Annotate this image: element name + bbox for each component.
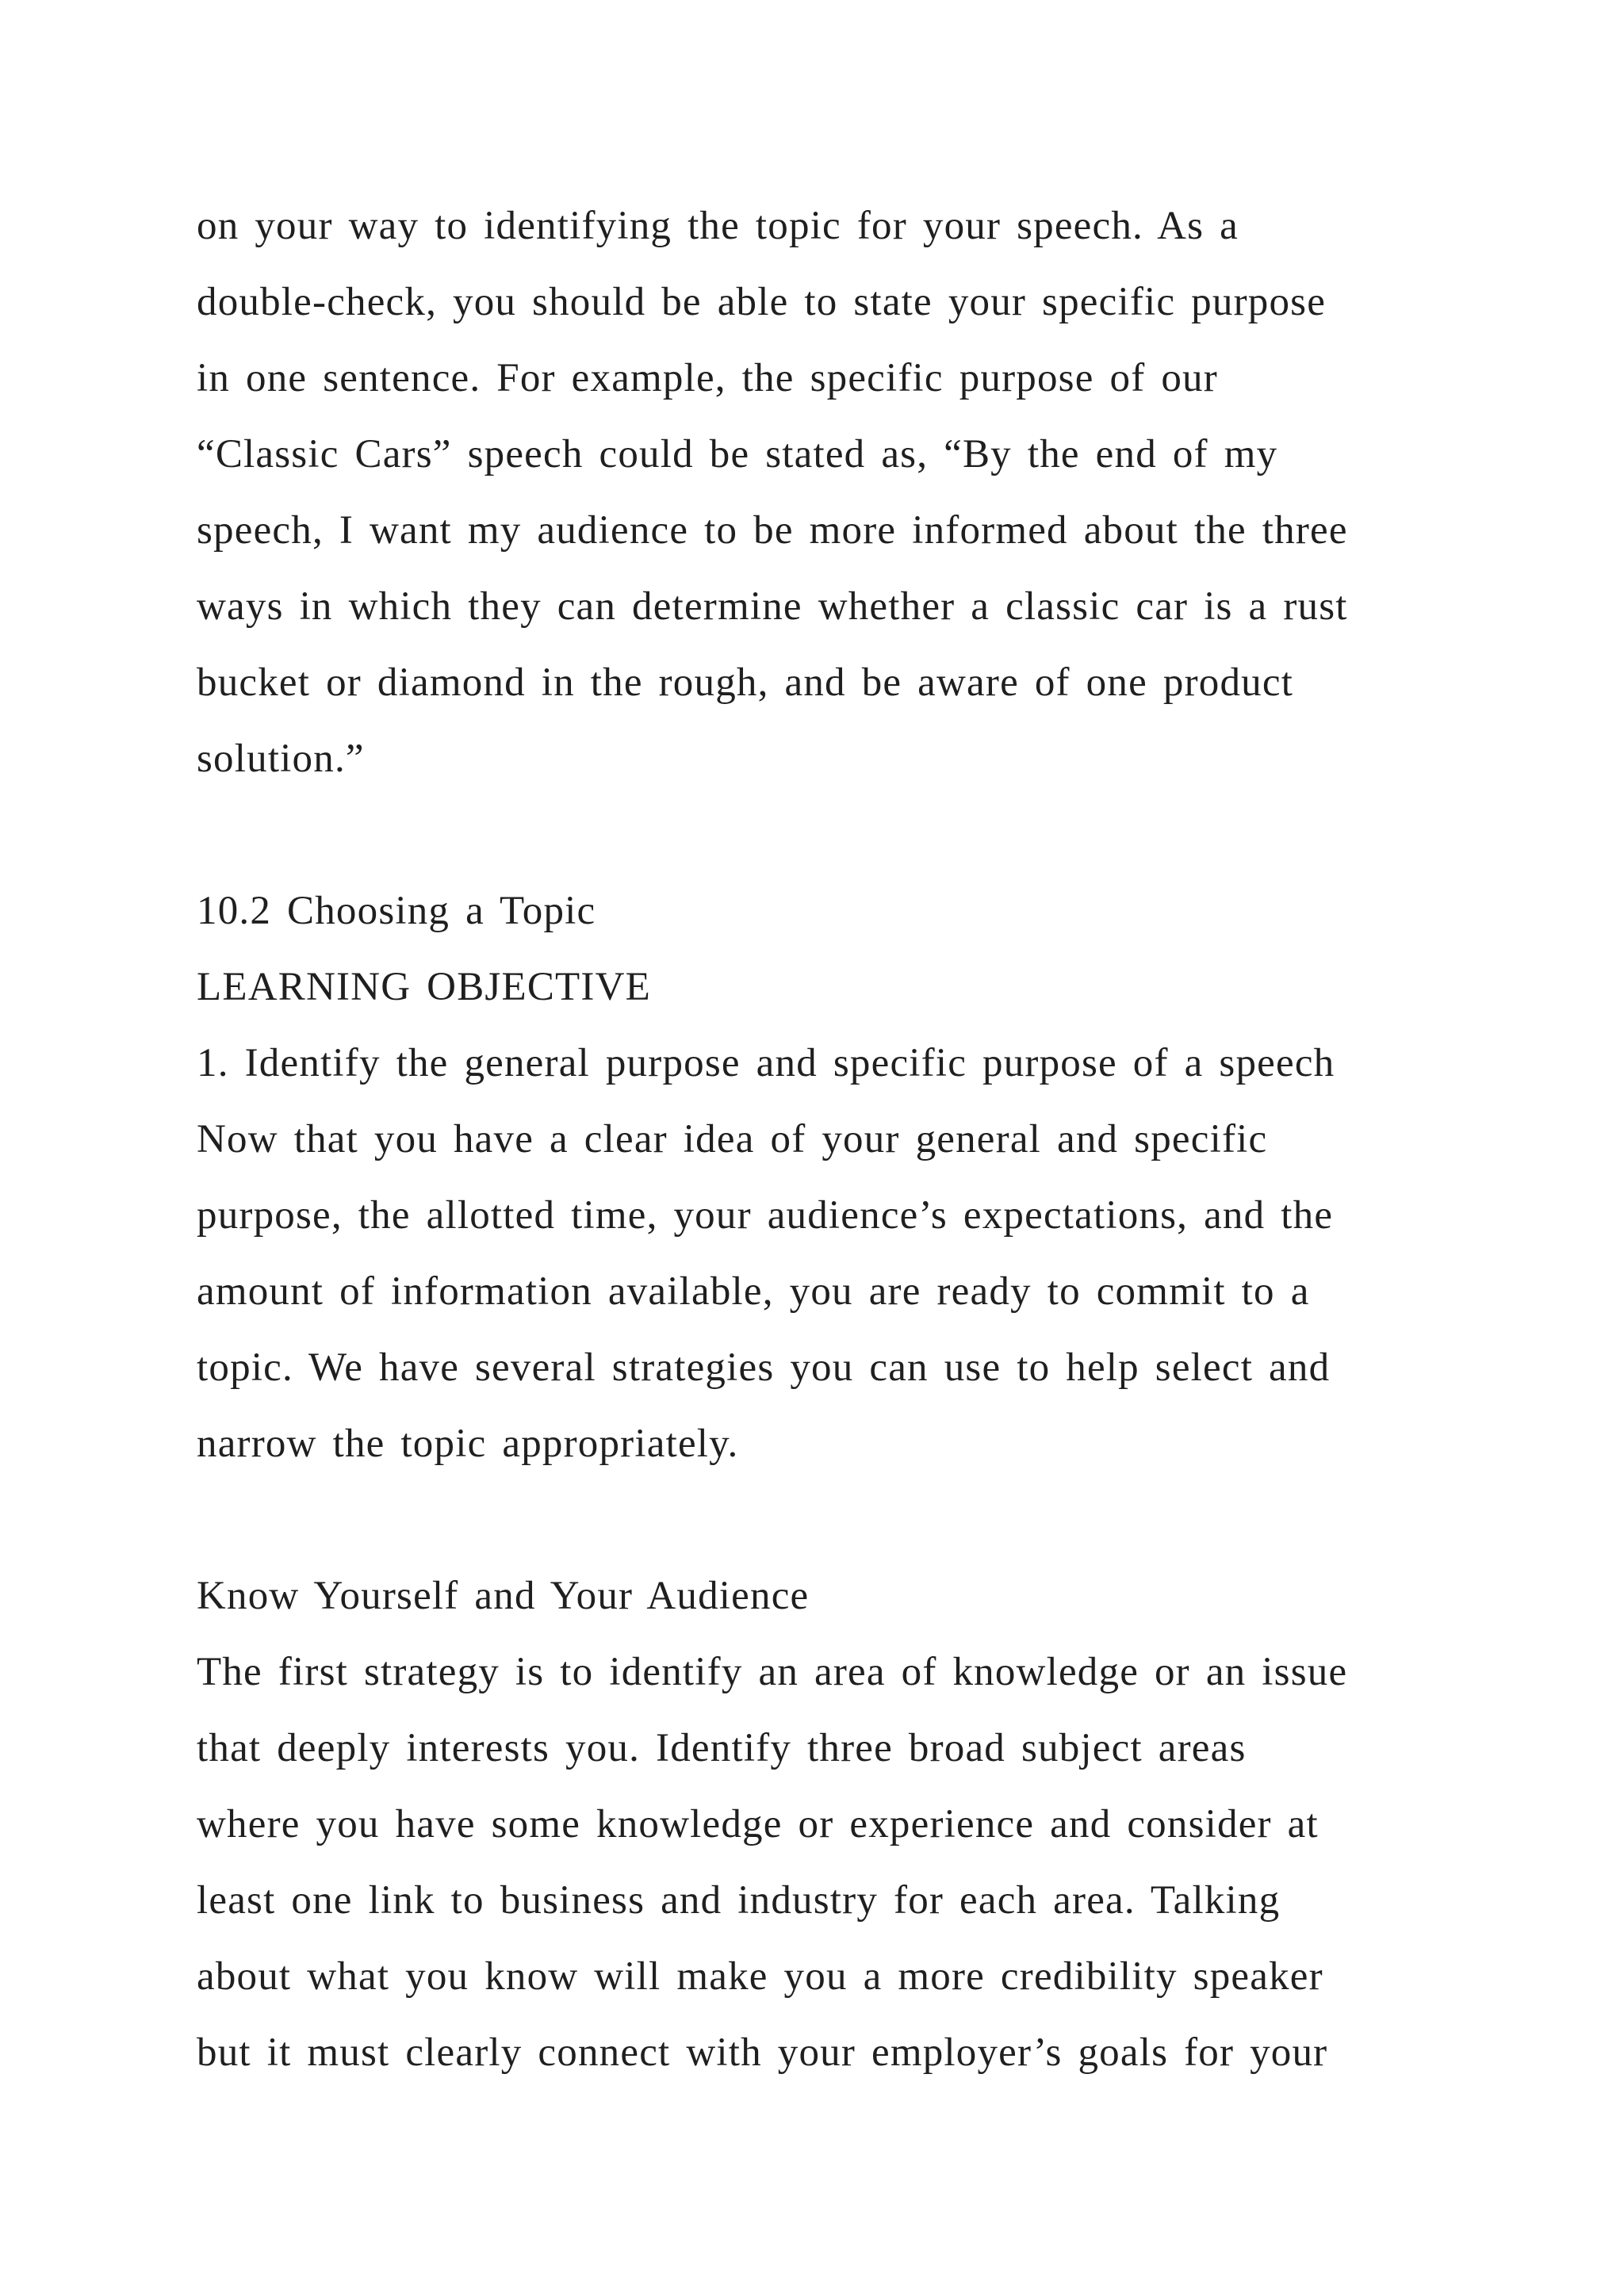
section-heading: 10.2 Choosing a Topic (197, 889, 596, 933)
text-line: narrow the topic appropriately. (197, 1422, 739, 1466)
paragraph-spacer (197, 797, 1497, 873)
text-line: double-check, you should be able to state your specific purpose (197, 280, 1327, 324)
text-line: amount of information available, you are ready to commit to a (197, 1269, 1310, 1314)
text-line: ways in which they can determine whether a classic car is a rust (197, 584, 1348, 629)
text-line: 1. Identify the general purpose and specific purpose of a speech (197, 1041, 1335, 1085)
text-line: solution.” (197, 737, 365, 781)
objective-label: LEARNING OBJECTIVE (197, 965, 651, 1009)
text-line: purpose, the allotted time, your audience’s expectations, and the (197, 1193, 1334, 1238)
text-line: least one link to business and industry for each area. Talking (197, 1878, 1281, 1923)
text-line: “Classic Cars” speech could be stated as, “By the end of my (197, 432, 1278, 476)
text-line: that deeply interests you. Identify three broad subject areas (197, 1726, 1247, 1770)
text-line: Now that you have a clear idea of your general and specific (197, 1117, 1268, 1161)
text-line: The first strategy is to identify an area of knowledge or an issue (197, 1650, 1348, 1694)
document-text (197, 188, 1497, 2091)
text-line: on your way to identifying the topic for your speech. As a (197, 204, 1239, 248)
subheading: Know Yourself and Your Audience (197, 1574, 810, 1618)
text-line: topic. We have several strategies you can use to help select and (197, 1345, 1331, 1390)
text-line: bucket or diamond in the rough, and be aware of one product (197, 660, 1294, 705)
text-line: speech, I want my audience to be more informed about the three (197, 508, 1348, 553)
text-line: in one sentence. For example, the specific purpose of our (197, 356, 1218, 400)
text-line: but it must clearly connect with your employer’s goals for your (197, 2030, 1328, 2075)
text-line: where you have some knowledge or experience and consider at (197, 1802, 1319, 1846)
text-line: about what you know will make you a more credibility speaker (197, 1954, 1323, 1999)
paragraph-spacer (197, 1482, 1497, 1558)
